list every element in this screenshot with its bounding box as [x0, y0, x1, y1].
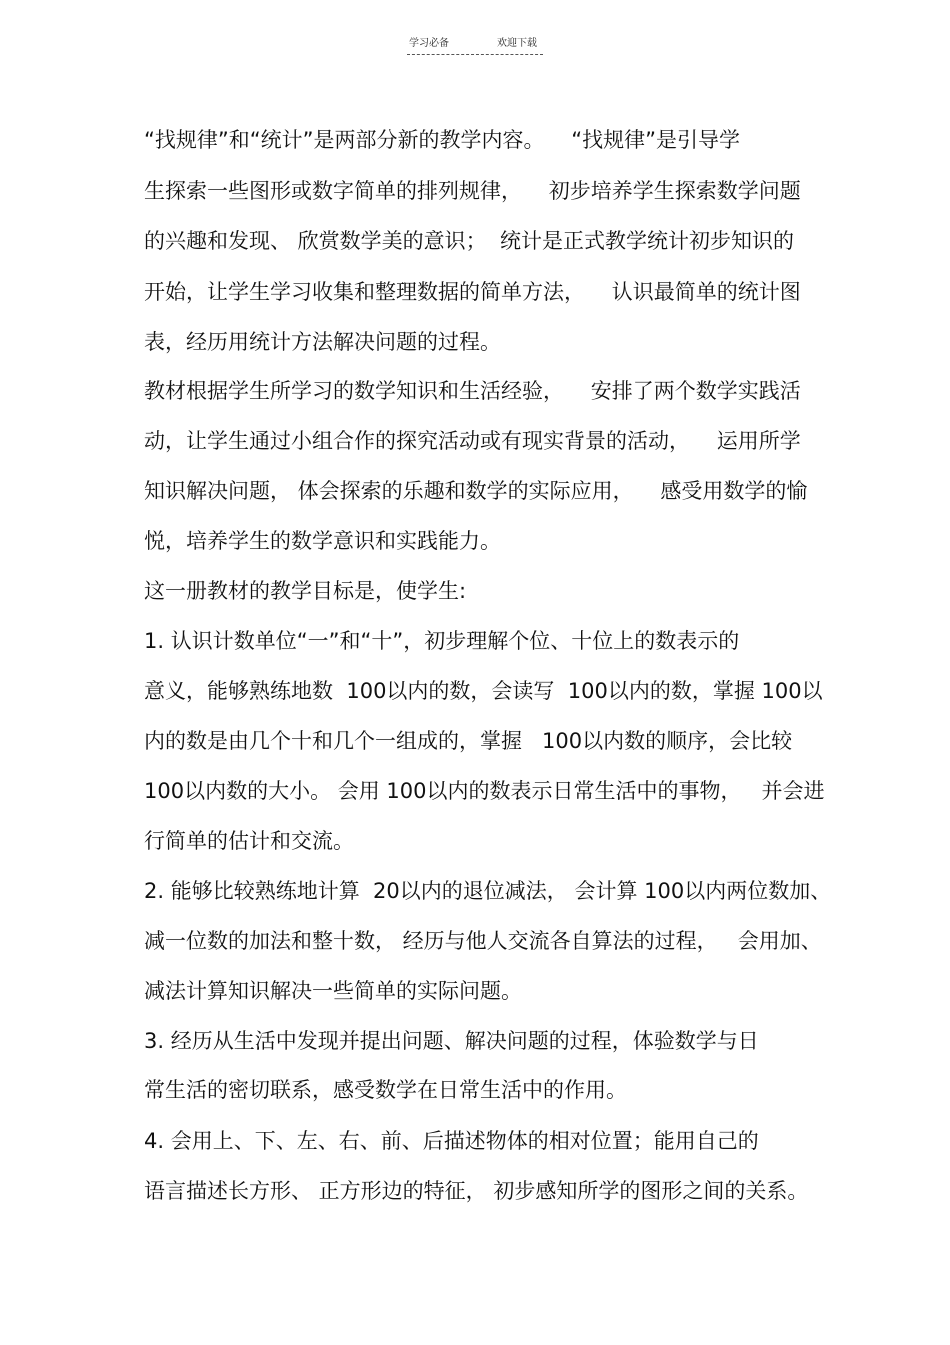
- text-line: 4. 会用上、下、左、右、前、后描述物体的相对位置；能用自己的: [144, 1129, 759, 1153]
- text-line: 减法计算知识解决一些简单的实际问题。: [144, 979, 522, 1003]
- text-line: 开始，让学生学习收集和整理数据的简单方法， 认识最简单的统计图: [144, 280, 801, 304]
- text-line: 动，让学生通过小组合作的探究活动或有现实背景的活动， 运用所学: [144, 429, 801, 453]
- header-right-text: 欢迎下载: [497, 38, 537, 49]
- text-line: 教材根据学生所学习的数学知识和生活经验， 安排了两个数学实践活: [144, 379, 801, 403]
- text-line: “找规律”和“统计”是两部分新的教学内容。 “找规律”是引导学: [144, 128, 740, 152]
- text-line: 100以内数的大小。 会用 100以内的数表示日常生活中的事物， 并会进: [144, 779, 825, 803]
- text-line: 行简单的估计和交流。: [144, 829, 354, 853]
- page-header: [407, 38, 543, 58]
- text-line: 知识解决问题， 体会探索的乐趣和数学的实际应用， 感受用数学的愉: [144, 479, 808, 503]
- text-line: 3. 经历从生活中发现并提出问题、解决问题的过程，体验数学与日: [144, 1029, 759, 1053]
- text-line: 常生活的密切联系，感受数学在日常生活中的作用。: [144, 1078, 627, 1102]
- text-line: 2. 能够比较熟练地计算 20以内的退位减法， 会计算 100以内两位数加、: [144, 879, 832, 903]
- text-line: 减一位数的加法和整十数， 经历与他人交流各自算法的过程， 会用加、: [144, 929, 822, 953]
- text-line: 表，经历用统计方法解决问题的过程。: [144, 330, 501, 354]
- text-line: 悦，培养学生的数学意识和实践能力。: [144, 529, 501, 553]
- header-left-text: 学习必备: [409, 38, 449, 49]
- text-line: 这一册教材的教学目标是，使学生:: [144, 579, 467, 603]
- header-divider: [407, 54, 543, 55]
- text-line: 的兴趣和发现、 欣赏数学美的意识； 统计是正式教学统计初步知识的: [144, 229, 795, 253]
- text-line: 生探索一些图形或数字简单的排列规律， 初步培养学生探索数学问题: [144, 179, 801, 203]
- text-line: 意义，能够熟练地数 100以内的数，会读写 100以内的数，掌握 100以: [144, 679, 823, 703]
- text-line: 内的数是由几个十和几个一组成的，掌握 100以内数的顺序，会比较: [144, 729, 793, 753]
- text-line: 语言描述长方形、 正方形边的特征， 初步感知所学的图形之间的关系。: [144, 1179, 809, 1203]
- text-line: 1. 认识计数单位“一”和“十”，初步理解个位、十位上的数表示的: [144, 629, 740, 653]
